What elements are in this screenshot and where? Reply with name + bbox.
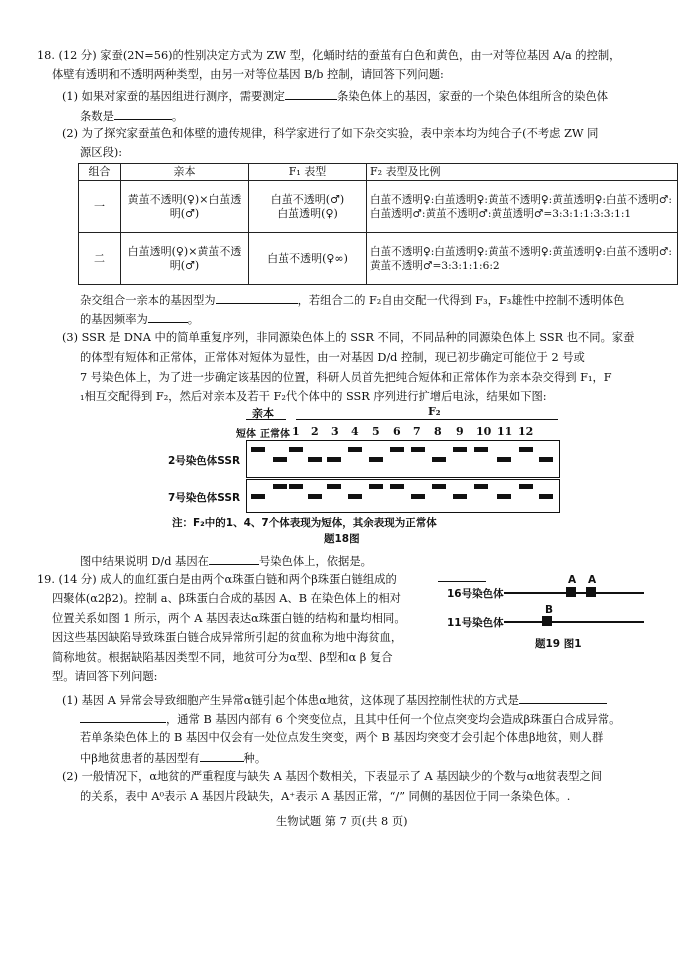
table-cell-line: 白茧不透明(♂) — [270, 192, 345, 206]
gel-row-chr7 — [246, 479, 560, 513]
answer-blank[interactable] — [216, 292, 298, 304]
parent-header: 亲本 — [252, 407, 274, 420]
gel-band — [348, 447, 362, 452]
gel-band — [369, 457, 383, 462]
gel-band — [497, 457, 511, 462]
answer-blank[interactable] — [519, 692, 607, 704]
lane-number: 12 — [518, 425, 534, 438]
gel-band — [411, 494, 425, 499]
q19-line-4: 因这些基因缺陷导致珠蛋白链合成异常所引起的贫血称为地中海贫血， — [52, 631, 403, 644]
lane-number: 7 — [413, 425, 421, 438]
gel-band — [474, 447, 488, 452]
figure-note: 注：F₂中的1、4、7个体表现为短体，其余表现为正常体 — [172, 517, 437, 529]
gel-band — [327, 457, 341, 462]
row-label-chr2: 2号染色体SSR — [168, 455, 241, 467]
table-cell: 白茧不透明(♀∞) — [249, 233, 367, 285]
q19-part2-line1: (2) 一般情况下，α地贫的严重程度与缺失 A 基因个数相关，下表显示了 A 基因缺少的个数与α地贫表型之间 — [62, 770, 603, 783]
table-header-row — [79, 164, 678, 181]
figure-caption: 题18图 — [324, 533, 360, 545]
q18-line-1: 18. (12 分) 家蚕(2N=56)的性别决定方式为 ZW 型，化蛹时结的蚕茧有白色和黄色，由一对等位基因 A/a 的控制， — [37, 49, 621, 62]
gel-band — [539, 494, 553, 499]
gel-band — [453, 447, 467, 452]
answer-blank[interactable] — [209, 553, 259, 565]
answer-blank[interactable] — [148, 311, 188, 323]
gel-band — [289, 484, 303, 489]
q18-part1-line1: (1) 如果对家蚕的基因组进行测序，需要测定 条染色体上的基因，家蚕的一个染色体组所含的染色体 — [62, 90, 609, 103]
q18-part3-line2: 的体型有短体和正常体，正常体对短体为显性，由一对基因 D/d 控制，现已初步确定可能位于 2 号或 — [80, 351, 585, 364]
q19-line-2: 四聚体(α2β2)。控制 a、β珠蛋白合成的基因 A、B 在染色体上的相对 — [52, 592, 401, 605]
lane-number: 11 — [497, 425, 513, 438]
gel-band — [369, 484, 383, 489]
gel-band — [411, 447, 425, 452]
gel-band — [308, 494, 322, 499]
gel-band — [539, 457, 553, 462]
q19-line-1-tail — [438, 581, 486, 582]
gel-band — [308, 457, 322, 462]
table-cell: 白茧透明(♀)×黄茧不透明(♂) — [121, 233, 249, 285]
lane-number: 6 — [393, 425, 401, 438]
q19-line-3: 位置关系如图 1 所示，两个 A 基因表达α珠蛋白链的结构和量均相同。 — [52, 612, 406, 625]
lane-number: 8 — [434, 425, 442, 438]
q18-part2-after-line1: 杂交组合一亲本的基因型为 ，若组合二的 F₂自由交配一代得到 F₃，F₃雄性中控制不透明体色 — [80, 294, 625, 307]
table-row — [79, 181, 678, 233]
answer-blank[interactable] — [80, 711, 166, 723]
table-header: F₁ 表型 — [249, 164, 367, 181]
lane-number: 5 — [372, 425, 380, 438]
gene-a-box — [586, 587, 596, 597]
gel-band — [453, 494, 467, 499]
normal-body-label: 正常体 — [260, 429, 290, 440]
q18-part2-line2: 源区段): — [80, 146, 123, 159]
lane-number: 9 — [456, 425, 464, 438]
gene-a-label: A — [588, 574, 597, 586]
gel-band — [289, 447, 303, 452]
parent-bracket — [246, 419, 286, 420]
gel-row-chr2 — [246, 440, 560, 478]
gene-a-label: A — [568, 574, 577, 586]
page-footer: 生物试题 第 7 页(共 8 页) — [276, 815, 408, 828]
q18-part1-line2: 条数是 。 — [80, 110, 184, 123]
row-label-chr7: 7号染色体SSR — [168, 492, 241, 504]
table-cell: 白茧不透明♀:白茧透明♀:黄茧不透明♀:黄茧透明♀:白茧不透明♂:白茧透明♂:黄茧不透明♂:黄茧透明♂=3:3:1:1:3:3:1:1 — [367, 181, 678, 233]
gel-band — [390, 484, 404, 489]
gel-band — [474, 484, 488, 489]
answer-blank[interactable] — [200, 750, 244, 762]
q19-line-6: 型。请回答下列问题: — [52, 670, 158, 683]
answer-blank[interactable] — [114, 108, 172, 120]
table-cell: 白茧不透明♀:白茧透明♀:黄茧不透明♀:黄茧透明♀:白茧不透明♂:黄茧不透明♂=3:3:1:1:6:2 — [367, 233, 678, 285]
q18-part3-line1: (3) SSR 是 DNA 中的简单重复序列，非同源染色体上的 SSR 不同，不同品种的同源染色体上 SSR 也不同。家蚕 — [62, 331, 635, 344]
f2-header: F₂ — [428, 405, 441, 418]
q19-part1-line4: 中β地贫患者的基因型有 种。 — [80, 752, 267, 765]
gel-band — [390, 447, 404, 452]
gel-band — [273, 457, 287, 462]
short-body-label: 短体 — [236, 429, 256, 440]
gel-band — [273, 484, 287, 489]
gel-band — [432, 484, 446, 489]
gene-a-box — [566, 587, 576, 597]
gel-band — [519, 447, 533, 452]
chr11-line — [504, 621, 644, 623]
chr11-label: 11号染色体 — [447, 617, 504, 629]
table-header: F₂ 表型及比例 — [367, 164, 678, 181]
gel-band — [497, 494, 511, 499]
gel-band — [432, 457, 446, 462]
q19-part2-line2: 的关系，表中 A⁰表示 A 基因片段缺失，A⁺表示 A 基因正常，“/” 同侧的基因位于同一条染色体。. — [80, 790, 571, 803]
table-header: 组合 — [79, 164, 121, 181]
gene-b-label: B — [545, 604, 554, 616]
table-cell: 黄茧不透明(♀)×白茧透明(♂) — [121, 181, 249, 233]
gel-band — [327, 484, 341, 489]
q18-part3-result: 图中结果说明 D/d 基因在 号染色体上，依据是。 — [80, 555, 372, 568]
q18-part3-line3: 7 号染色体上，为了进一步确定该基因的位置，科研人员首先把纯合短体和正常体作为亲本杂交得到 F₁，F — [80, 371, 612, 384]
gel-band — [348, 494, 362, 499]
lane-number: 1 — [292, 425, 300, 438]
q19-line-1: 19. (14 分) 成人的血红蛋白是由两个α珠蛋白链和两个β珠蛋白链组成的 — [37, 573, 397, 586]
q19-line-5: 简称地贫。根据缺陷基因类型不同，地贫可分为α型、β型和α β 复合 — [52, 651, 393, 664]
table-cell — [249, 181, 367, 233]
gel-band — [251, 447, 265, 452]
figure-caption: 题19 图1 — [535, 638, 582, 650]
table-cell: 一 — [79, 181, 121, 233]
table-row — [79, 233, 678, 285]
f2-bracket — [296, 419, 558, 420]
gel-band — [251, 494, 265, 499]
q18-part3-line4: ₁相互交配得到 F₂，然后对亲本及若干 F₂代个体中的 SSR 序列进行扩增后电泳，结果如下图: — [80, 390, 547, 403]
q18-line-2: 体壁有透明和不透明两种类型，由另一对等位基因 B/b 控制，请回答下列问题: — [52, 68, 444, 81]
table-header: 亲本 — [121, 164, 249, 181]
lane-number: 2 — [311, 425, 319, 438]
q18-part2-line1: (2) 为了探究家蚕茧色和体壁的遗传规律，科学家进行了如下杂交实验，表中亲本均为纯合子(不考虑 ZW 同 — [62, 127, 599, 140]
q18-part2-after-line2: 的基因频率为 。 — [80, 313, 200, 326]
chr16-label: 16号染色体 — [447, 588, 504, 600]
gel-band — [519, 484, 533, 489]
cross-table — [78, 163, 678, 285]
gene-b-box — [542, 616, 552, 626]
table-cell-line: 白茧透明(♀) — [277, 206, 338, 220]
q19-part1-line1: (1) 基因 A 异常会导致细胞产生异常α链引起个体患α地贫，这体现了基因控制性状的方式是 — [62, 692, 607, 708]
lane-number: 3 — [331, 425, 339, 438]
q19-part1-line2: ，通常 B 基因内部有 6 个突变位点，且其中任何一个位点突变均会造成β珠蛋白合成异常。 — [80, 711, 620, 727]
table-cell: 二 — [79, 233, 121, 285]
lane-number: 10 — [476, 425, 492, 438]
q19-part1-line3: 若单条染色体上的 B 基因中仅会有一处位点发生突变，两个 B 基因均突变才会引起个体患β地贫，则人群 — [80, 731, 604, 744]
lane-number: 4 — [351, 425, 359, 438]
answer-blank[interactable] — [285, 88, 337, 100]
